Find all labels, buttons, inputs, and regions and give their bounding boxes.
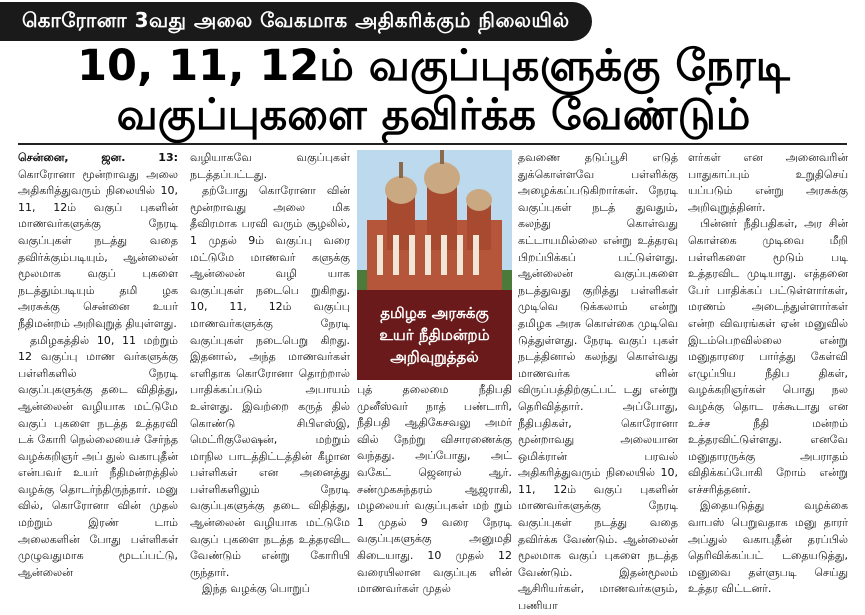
photo-caption-line-1: தமிழக அரசுக்கு — [380, 304, 489, 322]
court-photo — [357, 150, 512, 380]
headline-rule — [18, 143, 847, 145]
col3-paragraph-1: தவணை தடுப்பூசி எடுத் துக்கொள்ளவே பள்ளிக்கு அழைக்கப்படுகிறார்கள். நேரடி வகுப்புகள் நடத் துவதும், கலந்து கொள்வது கட்டாயமில்லை என்று உத்தரவு பிறப்பிக்கப் பட்டுள்ளது. ஆன்லைன் வகுப்புகளை நடத்துவது குறித்து பள்ளிகள் முடிவெ டுக்கலாம் என்று தமிழக அரசு கொள்கை முடிவெ டுத்துள்ளது. நேரடி வகுப் புகள் நடத்தினால் கலந்து கொள்வது மாணவர்க ளின் விருப்பத்திற்குட்பட் டது என்று தெரிவித்தார். அப்போது, நீதிபதிகள், கொரோனா மூன்றாவது அலையான ஒமிக்ரான் பரவல் அதிகரித்துவரும் நிலையில் 10, 11, 12ம் வகுப் புகளின் மாணவர்களுக்கு நேரடி வகுப்புகள் நடத்து வதை தவிர்க்க வேண்டும். ஆன்லைன் மூலமாக வகுப் புகளை நடத்த வேண்டும். இதன்மூலம் ஆசிரியர்கள், மாணவர்களும், பணியா — [518, 151, 678, 613]
photo-caption — [357, 290, 512, 380]
article-column-4 — [688, 150, 848, 596]
col2-paragraph-2: இந்த வழக்கு பொறுப் — [202, 582, 310, 596]
photo-caption-line-3: அறிவுறுத்தல் — [390, 348, 479, 366]
dateline: சென்னை, ஜன. 13: — [18, 151, 178, 164]
col1-paragraph-1: கொரோனா மூன்றாவது அலை அதிகரித்துவரும் நிலையில் 10, 11, 12ம் வகுப் புகளின் மாணவர்களுக்கு நேரடி வகுப்புகள் நடத்து வதை தவிர்க்கும்படியும், ஆன்லைன் மூலமாக வகுப் புகளை நடத்தும்படியும் தமி ழக அரசுக்கு சென்னை உயர் நீதிமன்றம் அறிவுறுத் தியுள்ளது. — [18, 167, 178, 330]
col4-paragraph-2: இதையடுத்து வழக்கை வாபஸ் பெறுவதாக மனு தாரர் அப்துல் வகாபுதீன் தரப்பில் தெரிவிக்கப்பட் டதையடுத்து, மனுவை தள்ளுபடி செய்து உத்தர விட்டனர். — [688, 499, 848, 596]
kicker-text: கொரோனா 3வது அலை வேகமாக அதிகரிக்கும் நிலையில் — [0, 2, 592, 41]
kicker-banner — [0, 0, 865, 42]
photo-caption-line-2: உயர் நீதிமன்றம் — [379, 326, 490, 344]
headline-line-2: வகுப்புகளை தவிர்க்க வேண்டும் — [116, 90, 751, 140]
col4-paragraph-0: ளர்கள் என அனைவரின் பாதுகாப்பும் உறுதிசெய் யப்படும் என்று அரசுக்கு அறிவுறுத்தினர். — [688, 151, 848, 214]
article-column-3 — [518, 150, 678, 613]
article-column-1 — [18, 150, 178, 585]
col2-paragraph-1: தற்போது கொரோனா வின் மூன்றாவது அலை மிக தீவிரமாக பரவி வரும் சூழலில், 1 முதல் 9ம் வகுப்பு வரை மட்டுமே மாணவர் களுக்கு ஆன்லைன் வழி யாக வகுப்புகள் நடைபெ றுகிறது. 10, 11, 12ம் வகுப்பு மாணவர்களுக்கு நேரடி வகுப்புகள் நடைபெறு கிறது. இதனால், அந்த மாணவர்கள் எளிதாக கொரோனா தொற்றால் பாதிக்கப்படும் அபாயம் உள்ளது. இவற்றை கருத் தில் கொண்டு சிபிஎஸ்இ, மெட்ரிகுலேஷன், மற்றும் மாநில பாடத்திட்டத்தின் கீழான பள்ளிகள் என அனைத்து பள்ளிகளிலும் நேரடி வகுப்புகளுக்கு தடை விதித்து, ஆன்லைன் வழியாக மட்டுமே வகுப் புகளை நடத்த உத்தரவிட வேண்டும் என்று கோரியி ருந்தார். — [190, 184, 350, 579]
article-column-mid — [357, 382, 512, 596]
col4-paragraph-1: பின்னர் நீதிபதிகள், அர சின் கொள்கை முடிவை மீறி பள்ளிகளை மூடும் படி உத்தரவிட முடியாது. எத்தனை பேர் பாதிக்கப் பட்டுள்ளார்கள், மரணம் அடைந்துள்ளார்கள் என்ற விவரங்கள் ஏன் மனுவில் இடம்பெறவில்லை என்று மனுதாரரை பார்த்து கேள்வி எழுப்பிய நீதிப திகள், வழக்கறிஞர்கள் பொது நல வழக்கு தொட ரக்கூடாது என உச்ச நீதி மன்றம் உத்தரவிட்டுள்ளது. எனவே மனுதாரருக்கு அபராதம் விதிக்கப்போகி றோம் என்று எச்சரித்தனர். — [688, 217, 848, 496]
article-column-2 — [190, 150, 350, 596]
headline-line-1: 10, 11, 12ம் வகுப்புகளுக்கு நேரடி — [77, 41, 790, 91]
col1-paragraph-2: தமிழகத்தில் 10, 11 மற்றும் 12 வகுப்பு மாண வர்களுக்கு பள்ளிகளில் நேரடி வகுப்புகளுக்கு தடை விதித்து, ஆன்லைன் வழியாக மட்டுமே வகுப் புகளை நடத்த உத்தரவி டக் கோரி நெல்லையைச் சேர்ந்த வழக்கறிஞர் அப் துல் வகாபுதீன் என்பவர் உயர் நீதிமன்றத்தில் வழக்கு தொடர்ந்திருந்தார். மனு வில், கொரோனா வின் முதல் மற்றும் இரண் டாம் அலைகளின் போது பள்ளிகள் முழுவதுமாக மூடப்பட்டு, ஆன்லைன் — [18, 333, 178, 579]
headline — [6, 42, 861, 140]
colmid-paragraph-1: புத் தலைமை நீதிபதி முனீஸ்வர் நாத் பண்டாரி, நீதிபதி ஆதிகேசவலு அமர் வில் நேற்று விசாரணைக்கு வந்தது. அப்போது, அட் வகேட் ஜெனரல் ஆர். சண்முகசுந்தரம் ஆஜராகி, மழலையர் வகுப்புகள் மற் றும் 1 முதல் 9 வரை நேரடி வகுப்புகளுக்கு அனுமதி கிடையாது. 10 முதல் 12 வரையிலான வகுப்புக ளின் மாணவர்கள் முதல் — [357, 383, 512, 596]
col2-paragraph-0: வழியாகவே வகுப்புகள் நடத்தப்பட்டது. — [190, 151, 350, 181]
